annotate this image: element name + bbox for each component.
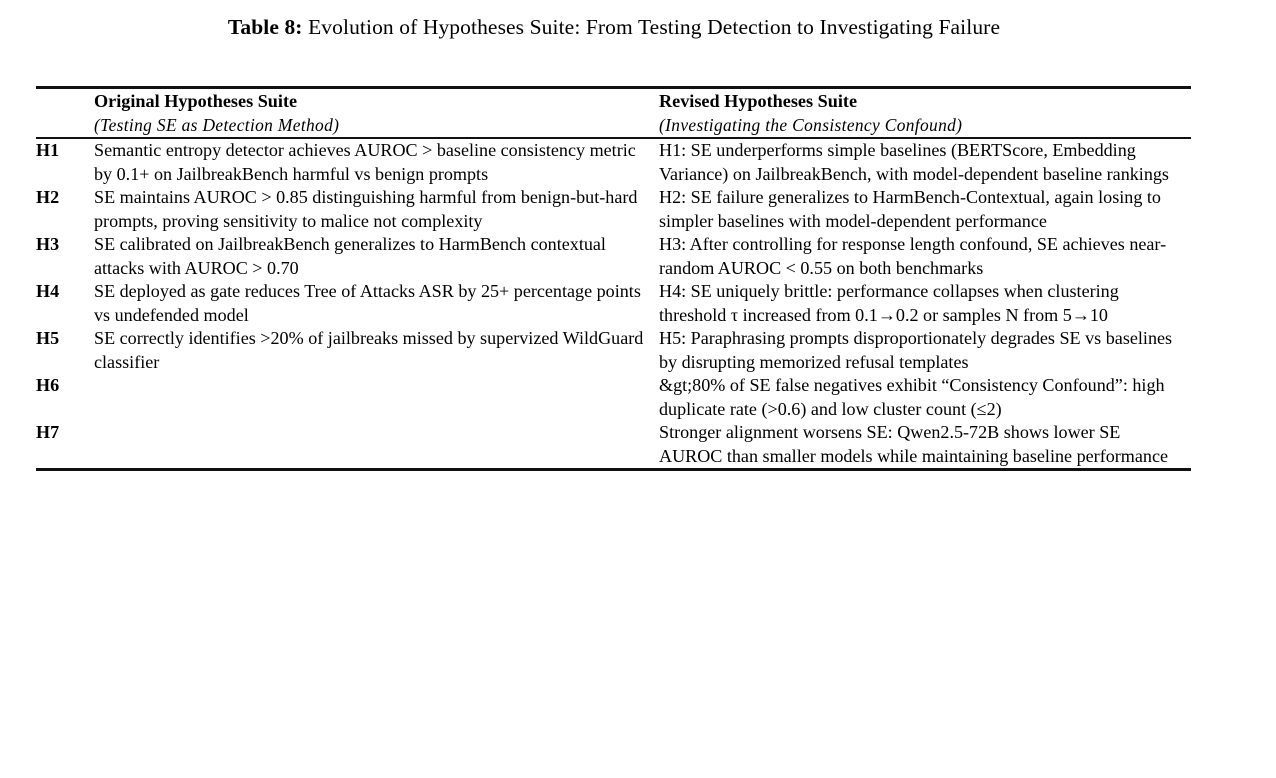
caption-label: Table 8: [227,15,303,39]
table-row [36,280,1191,327]
table-bottom-rule [36,468,1191,471]
hypotheses-table [36,86,1191,471]
header-right-cell [659,89,1191,137]
row-id-h5: H5 [36,328,60,349]
table-row [36,421,1191,468]
table-header-row [36,89,1191,137]
row-id-h7: H7 [36,422,60,443]
table-caption [36,14,1192,41]
row-id-h2: H2 [36,187,60,208]
row-right-h7: Stronger alignment worsens SE: Qwen2.5-72B shows lower SE AUROC than smaller models while maintaining baseline performance [659,422,1169,466]
header-id-cell [36,89,94,137]
header-right-subtitle: (Investigating the Consistency Confound) [659,115,963,136]
header-left-title: Original Hypotheses Suite [94,91,298,111]
table-row [36,374,1191,421]
row-right-h2: H2: SE failure generalizes to HarmBench-Contextual, again losing to simpler baselines with model-dependent performance [659,187,1161,231]
caption-text: Evolution of Hypotheses Suite: From Testing Detection to Investigating Failure [308,15,1001,39]
row-id-h3: H3 [36,234,60,255]
row-left-h2: SE maintains AUROC > 0.85 distinguishing harmful from benign-but-hard prompts, proving sensitivity to malice not complexity [94,187,638,231]
table-row [36,139,1191,186]
row-id-h4: H4 [36,281,60,302]
header-right-title: Revised Hypotheses Suite [659,91,858,111]
row-left-h5: SE correctly identifies >20% of jailbreaks missed by supervized WildGuard classifier [94,328,644,372]
row-right-h5: H5: Paraphrasing prompts disproportionately degrades SE vs baselines by disrupting memorized refusal templates [659,328,1173,372]
row-left-h6 [94,374,659,421]
header-left-cell [94,89,659,137]
row-right-h3: H3: After controlling for response length confound, SE achieves near-random AUROC < 0.55 on both benchmarks [659,234,1167,278]
row-id-h1: H1 [36,139,60,160]
row-right-h4: H4: SE uniquely brittle: performance collapses when clustering threshold τ increased from 0.1→0.2 or samples N from 5→10 [659,281,1119,325]
row-left-h3: SE calibrated on JailbreakBench generalizes to HarmBench contextual attacks with AUROC > 0.70 [94,234,606,278]
header-left-subtitle: (Testing SE as Detection Method) [94,115,340,136]
row-left-h7 [94,421,659,468]
table-row [36,327,1191,374]
row-right-h6: &gt;80% of SE false negatives exhibit “Consistency Confound”: high duplicate rate (>0.6) and low cluster count (≤2) [659,375,1165,419]
row-right-h1: H1: SE underperforms simple baselines (BERTScore, Embedding Variance) on JailbreakBench, with model-dependent baseline rankings [659,139,1169,184]
table-row [36,233,1191,280]
row-left-h4: SE deployed as gate reduces Tree of Attacks ASR by 25+ percentage points vs undefended model [94,281,641,325]
row-id-h6: H6 [36,375,60,396]
row-left-h1: Semantic entropy detector achieves AUROC > baseline consistency metric by 0.1+ on JailbreakBench harmful vs benign prompts [94,139,636,184]
table-row [36,186,1191,233]
